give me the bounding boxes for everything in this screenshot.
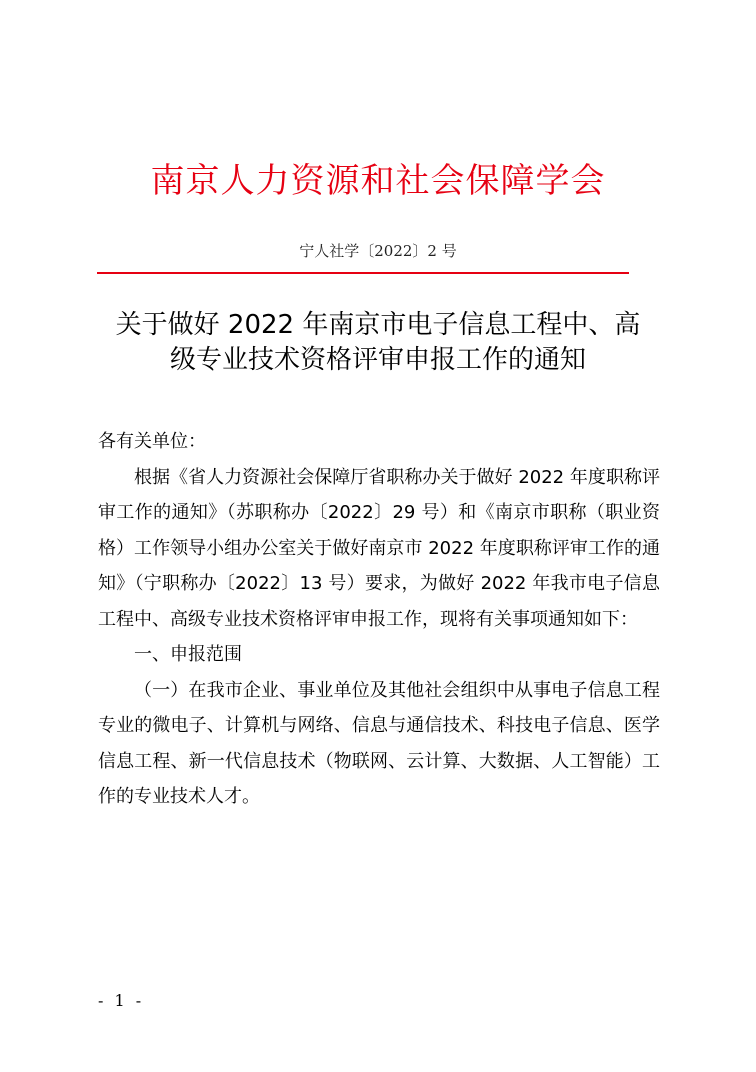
- document-number: 宁人社学〔2022〕2 号: [299, 242, 457, 260]
- organization-header: 南京人力资源和社会保障学会: [150, 161, 606, 201]
- salutation: 各有关单位：: [98, 431, 206, 452]
- page-number: - 1 -: [98, 991, 145, 1010]
- red-divider-line: [97, 272, 629, 274]
- section-heading: 一、申报范围: [134, 644, 242, 665]
- document-title: [90, 308, 666, 378]
- intro-paragraph: 根据《省人力资源社会保障厅省职称办关于做好 2022 年度职称评审工作的通知》（苏职称办〔2022〕29 号）和《南京市职称（职业资格）工作领导小组办公室关于做好南京市 2022 年度职称评审工作的通知》（宁职称办〔2022〕13 号）要求，为做好 2022 年我市电子信息工程中、高级专业技术资格评审申报工作，现将有关事项通知如下：: [98, 466, 660, 630]
- section-item-paragraph: （一）在我市企业、事业单位及其他社会组织中从事电子信息工程专业的微电子、计算机与网络、信息与通信技术、科技电子信息、医学信息工程、新一代信息技术（物联网、云计算、大数据、人工智能）工作的专业技术人才。: [98, 679, 660, 807]
- document-title-line-2: 级专业技术资格评审申报工作的通知: [169, 345, 586, 375]
- document-body: [98, 424, 660, 815]
- document-title-line-1: 关于做好 2022 年南京市电子信息工程中、高: [115, 310, 641, 340]
